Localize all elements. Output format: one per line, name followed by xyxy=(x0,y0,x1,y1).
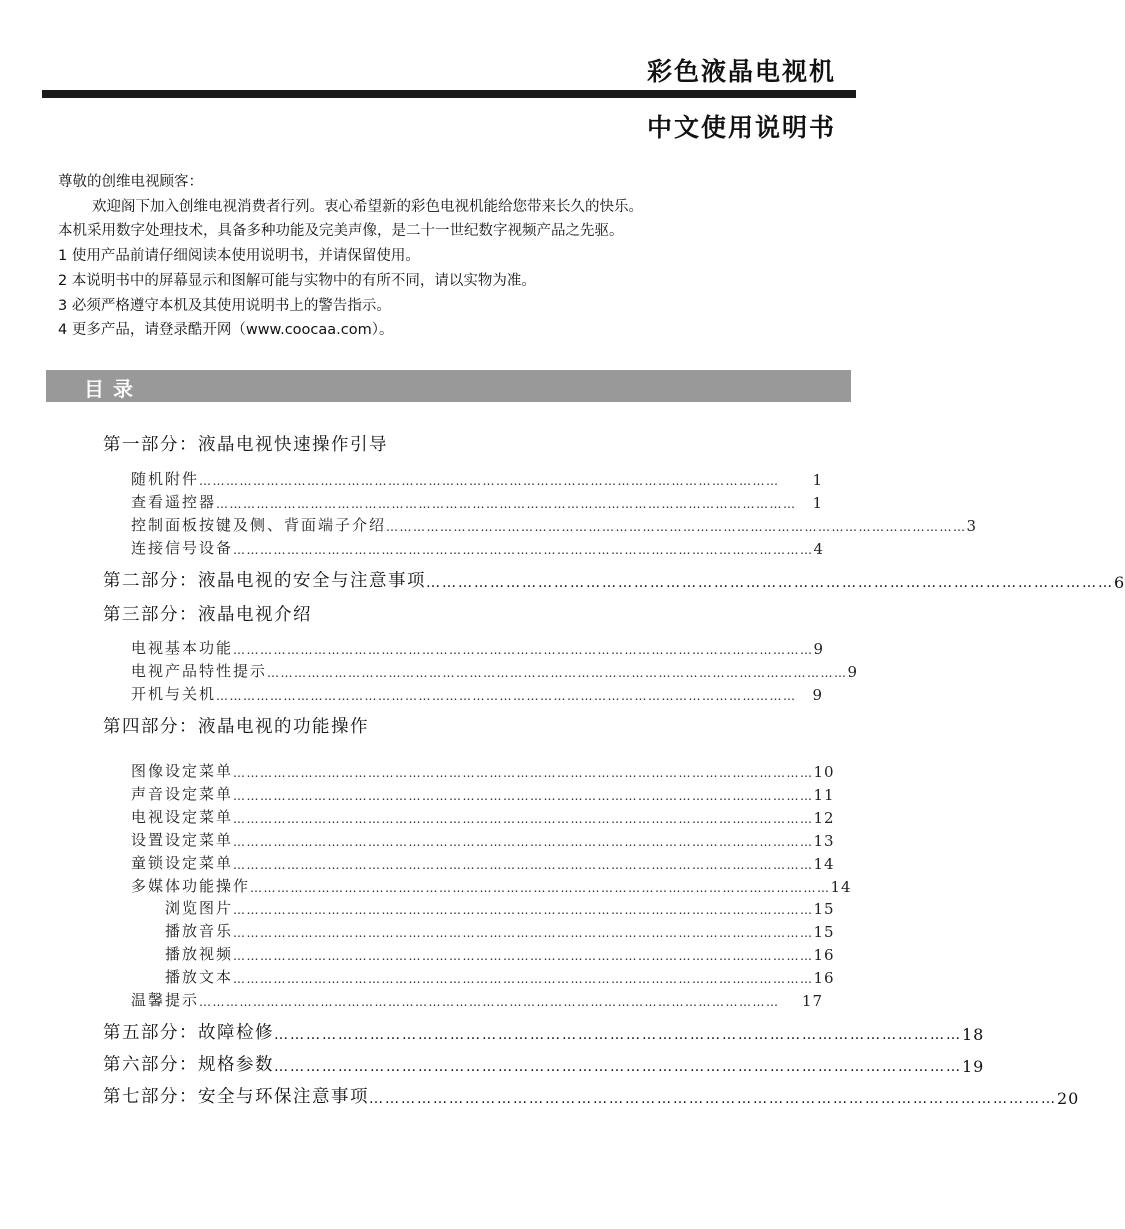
leader-dots: ………………………………………………………………………………………………………………… xyxy=(233,789,814,804)
note-2: 2 本说明书中的屏幕显示和图解可能与实物中的有所不同，请以实物为准。 xyxy=(58,272,536,289)
toc-entry[interactable] xyxy=(103,758,835,782)
entry-label: 连接信号设备 xyxy=(131,538,234,557)
header-rule xyxy=(42,90,856,98)
entry-page: 1 xyxy=(812,470,823,489)
entry-label: 设置设定菜单 xyxy=(131,830,234,849)
entry-page: 15 xyxy=(813,923,835,942)
leader-dots: ………………………………………………………………………………………………………………… xyxy=(216,689,797,704)
leader-dots: ………………………………………………………………………………………………………………… xyxy=(426,574,1114,591)
toc-entry[interactable] xyxy=(103,896,835,919)
entry-label: 声音设定菜单 xyxy=(131,785,234,804)
toc-entry[interactable] xyxy=(103,681,823,704)
entry-label: 播放视频 xyxy=(165,945,234,964)
entry-label: 电视产品特性提示 xyxy=(131,662,268,681)
toc-entry[interactable] xyxy=(103,964,835,988)
toc-entry[interactable] xyxy=(103,850,835,873)
entry-page: 1 xyxy=(812,493,823,512)
toc-entry[interactable] xyxy=(103,636,823,659)
entry-page: 9 xyxy=(812,686,823,705)
leader-dots: ………………………………………………………………………………………………………………… xyxy=(369,1091,1057,1108)
toc-entry[interactable] xyxy=(103,489,823,512)
leader-dots: ………………………………………………………………………………………………………………… xyxy=(274,1027,962,1044)
toc-part-4[interactable] xyxy=(103,716,823,738)
table-of-contents xyxy=(103,434,1125,1118)
toc-entry[interactable] xyxy=(103,512,978,535)
toc-part-3[interactable] xyxy=(103,604,823,626)
leader-dots: ………………………………………………………………………………………………………………… xyxy=(250,880,831,895)
toc-entry[interactable] xyxy=(103,941,835,965)
part-3-title: 第三部分：液晶电视介绍 xyxy=(103,604,312,625)
entry-page: 12 xyxy=(813,808,835,827)
entry-label: 控制面板按键及侧、背面端子介绍 xyxy=(131,515,387,534)
welcome-line: 欢迎阁下加入创维电视消费者行列。衷心希望新的彩色电视机能给您带来长久的快乐。 xyxy=(92,198,643,215)
note-1: 1 使用产品前请仔细阅读本使用说明书，并请保留使用。 xyxy=(58,248,420,265)
part-4-title: 第四部分：液晶电视的功能操作 xyxy=(103,717,369,738)
note-3: 3 必须严格遵守本机及其使用说明书上的警告指示。 xyxy=(58,297,391,314)
leader-dots: ………………………………………………………………………………………………………………… xyxy=(233,834,814,849)
leader-dots: ………………………………………………………………………………………………………………… xyxy=(386,519,967,534)
greeting: 尊敬的创维电视顾客： xyxy=(58,174,203,190)
entry-page: 13 xyxy=(813,831,835,850)
leader-dots: ………………………………………………………………………………………………………………… xyxy=(267,666,848,681)
part-5-page: 18 xyxy=(962,1025,985,1045)
leader-dots: ………………………………………………………………………………………………………………… xyxy=(216,496,797,511)
part-1-title: 第一部分：液晶电视快速操作引导 xyxy=(103,435,388,455)
toc-heading: 目录 xyxy=(84,377,142,401)
toc-entry[interactable] xyxy=(103,781,835,805)
entry-page: 16 xyxy=(813,969,835,988)
leader-dots: ………………………………………………………………………………………………………………… xyxy=(233,811,814,826)
part-2-page: 6 xyxy=(1114,572,1125,592)
leader-dots: ………………………………………………………………………………………………………………… xyxy=(274,1059,962,1076)
entry-label: 浏览图片 xyxy=(165,899,234,918)
note-4: 4 更多产品，请登录酷开网（www.coocaa.com）。 xyxy=(58,322,394,339)
toc-part-2[interactable] xyxy=(103,570,1125,592)
leader-dots: ………………………………………………………………………………………………………………… xyxy=(233,542,814,557)
entry-label: 随机附件 xyxy=(131,469,200,488)
entry-label: 开机与关机 xyxy=(131,685,217,704)
entry-page: 4 xyxy=(813,539,825,558)
entry-page: 14 xyxy=(830,877,852,896)
part-5-title: 第五部分：故障检修 xyxy=(103,1023,274,1044)
product-title: 彩色液晶电视机 xyxy=(646,57,836,86)
tech-line: 本机采用数字处理技术，具备多种功能及完美声像，是二十一世纪数字视频产品之先驱。 xyxy=(58,223,624,240)
entry-label: 播放文本 xyxy=(165,968,234,987)
leader-dots: ………………………………………………………………………………………………………………… xyxy=(233,949,814,964)
entry-label: 温馨提示 xyxy=(131,991,200,1010)
entry-page: 17 xyxy=(801,992,823,1011)
entry-label: 图像设定菜单 xyxy=(131,762,234,781)
entry-page: 9 xyxy=(813,640,825,659)
entry-page: 9 xyxy=(847,663,859,682)
toc-entry[interactable] xyxy=(103,658,859,682)
part-7-page: 20 xyxy=(1057,1089,1080,1109)
leader-dots: ………………………………………………………………………………………………………………… xyxy=(233,857,814,872)
toc-part-6[interactable] xyxy=(103,1054,985,1077)
entry-page: 14 xyxy=(813,854,835,873)
entry-page: 15 xyxy=(813,900,835,919)
leader-dots: ………………………………………………………………………………………………………………… xyxy=(233,766,814,781)
intro-text xyxy=(58,170,848,343)
entry-label: 电视基本功能 xyxy=(131,639,234,658)
leader-dots: ………………………………………………………………………………………………………………… xyxy=(233,903,814,918)
part-7-title: 第七部分：安全与环保注意事项 xyxy=(103,1087,369,1108)
toc-entry[interactable] xyxy=(103,535,823,558)
toc-heading-bar xyxy=(46,370,851,402)
entry-page: 11 xyxy=(813,786,835,805)
toc-part-7[interactable] xyxy=(103,1086,1080,1109)
entry-page: 3 xyxy=(966,516,978,535)
leader-dots: ………………………………………………………………………………………………………………… xyxy=(233,643,814,658)
part-6-title: 第六部分：规格参数 xyxy=(103,1055,274,1076)
toc-entry[interactable] xyxy=(103,987,823,1010)
entry-page: 16 xyxy=(813,946,835,965)
leader-dots: ………………………………………………………………………………………………………………… xyxy=(233,972,814,987)
part-6-page: 19 xyxy=(962,1057,985,1077)
part-2-title: 第二部分：液晶电视的安全与注意事项 xyxy=(103,570,426,591)
toc-part-1[interactable] xyxy=(103,434,823,456)
toc-entry[interactable] xyxy=(103,827,835,850)
toc-entry[interactable] xyxy=(103,873,852,896)
manual-title: 中文使用说明书 xyxy=(646,113,836,142)
leader-dots: ………………………………………………………………………………………………………………… xyxy=(199,473,780,488)
leader-dots: ………………………………………………………………………………………………………………… xyxy=(233,926,814,941)
toc-part-5[interactable] xyxy=(103,1022,985,1045)
toc-entry[interactable] xyxy=(103,918,835,942)
leader-dots: ………………………………………………………………………………………………………………… xyxy=(199,995,780,1010)
entry-label: 电视设定菜单 xyxy=(131,807,234,826)
entry-label: 查看遥控器 xyxy=(131,492,217,511)
entry-page: 10 xyxy=(813,763,835,782)
entry-label: 童锁设定菜单 xyxy=(131,853,234,872)
toc-entry[interactable] xyxy=(103,804,835,827)
entry-label: 播放音乐 xyxy=(165,922,234,941)
entry-label: 多媒体功能操作 xyxy=(131,876,251,895)
toc-entry[interactable] xyxy=(103,466,823,489)
